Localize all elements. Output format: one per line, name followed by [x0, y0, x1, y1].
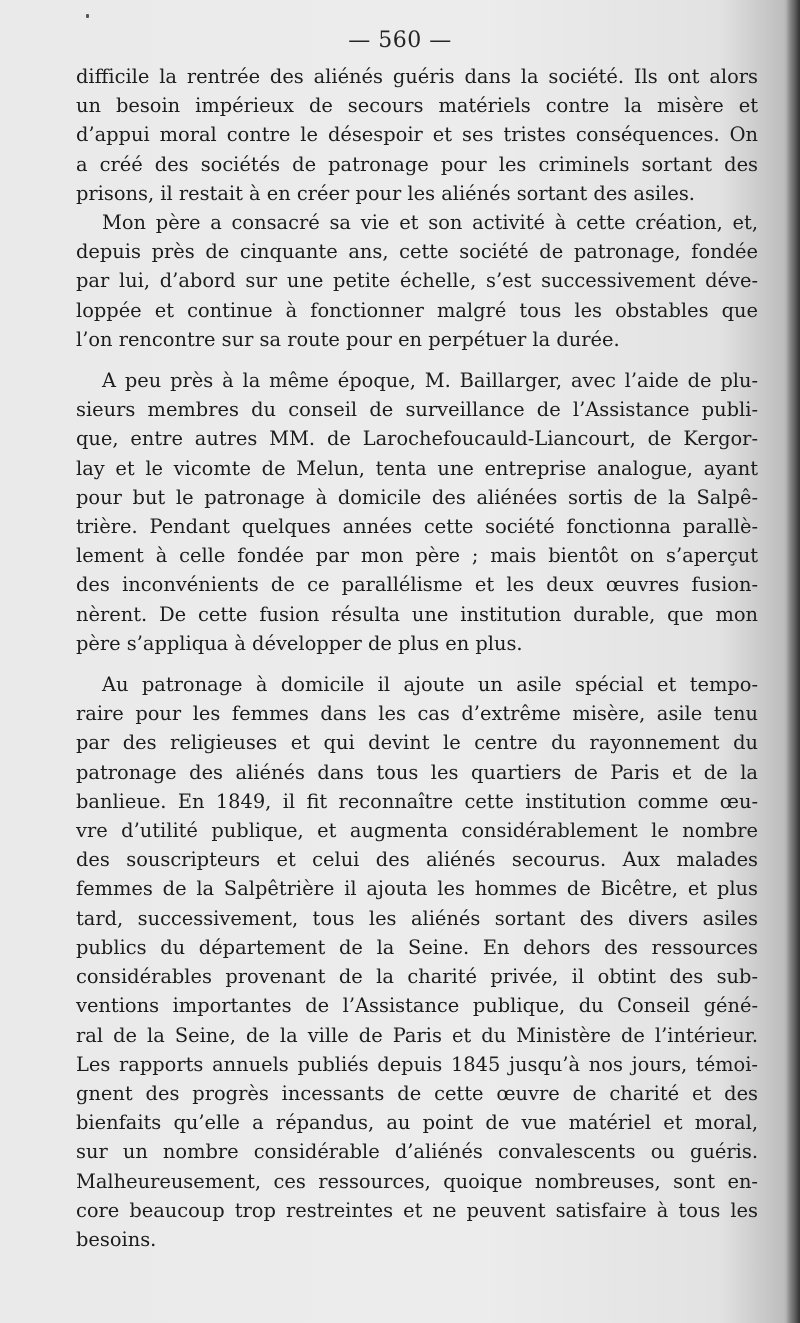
- text-line: patronage des aliénés dans tous les quartiers de Paris et de la: [76, 760, 758, 784]
- text-line: tard, successivement, tous les aliénés sortant des divers asiles: [76, 906, 758, 930]
- text-line: considérables provenant de la charité privée, il obtint des sub-: [76, 965, 758, 989]
- text-line: femmes de la Salpêtrière il ajouta les hommes de Bicêtre, et plus: [76, 877, 758, 901]
- text-line: sur un nombre considérable d’aliénés convalescents ou guéris.: [76, 1140, 758, 1164]
- text-line: depuis près de cinquante ans, cette société de patronage, fondée: [76, 240, 758, 264]
- text-line: père s’appliqua à développer de plus en plus.: [76, 631, 523, 655]
- text-line: a créé des sociétés de patronage pour les criminels sortant des: [76, 152, 758, 176]
- paragraph-2: [76, 208, 758, 354]
- text-line: nèrent. De cette fusion résulta une institution durable, que mon: [76, 602, 758, 626]
- text-line: l’on rencontre sur sa route pour en perpétuer la durée.: [76, 327, 620, 351]
- paragraph-1: [76, 62, 758, 208]
- text-line: Les rapports annuels publiés depuis 1845 jusqu’à nos jours, témoi-: [76, 1052, 758, 1076]
- text-line: par des religieuses et qui devint le centre du rayonnement du: [76, 731, 758, 755]
- text-line: Mon père a consacré sa vie et son activité à cette création, et,: [102, 211, 758, 235]
- text-line: A peu près à la même époque, M. Baillarger, avec l’aide de plu-: [102, 369, 758, 393]
- text-line: prisons, il restait à en créer pour les aliénés sortant des asiles.: [76, 181, 695, 205]
- text-line: un besoin impérieux de secours matériels contre la misère et: [76, 94, 758, 118]
- text-line: des inconvénients de ce parallélisme et les deux œuvres fusion-: [76, 573, 758, 597]
- text-line: loppée et continue à fonctionner malgré tous les obstables que: [76, 298, 758, 322]
- body-text: [76, 62, 758, 1254]
- text-line: vre d’utilité publique, et augmenta considérablement le nombre: [76, 819, 758, 843]
- text-line: sieurs membres du conseil de surveillance de l’Assistance publi-: [76, 398, 758, 422]
- text-line: lay et le vicomte de Melun, tenta une entreprise analogue, ayant: [76, 456, 758, 480]
- text-line: Au patronage à domicile il ajoute un asile spécial et tempo-: [102, 673, 758, 697]
- text-line: bienfaits qu’elle a répandus, au point de vue matériel et moral,: [76, 1111, 758, 1135]
- text-line: publics du département de la Seine. En dehors des ressources: [76, 935, 758, 959]
- text-line: core beaucoup trop restreintes et ne peuvent satisfaire à tous les: [76, 1198, 758, 1222]
- text-line: pour but le patronage à domicile des aliénées sortis de la Salpê-: [76, 485, 758, 509]
- text-line: des souscripteurs et celui des aliénés secourus. Aux malades: [76, 848, 758, 872]
- text-line: ventions importantes de l’Assistance publique, du Conseil géné-: [76, 994, 758, 1018]
- page-number: — 560 —: [348, 28, 452, 53]
- text-line: Malheureusement, ces ressources, quoique nombreuses, sont en-: [76, 1169, 758, 1193]
- text-line: que, entre autres MM. de Larochefoucauld-Liancourt, de Kergor-: [76, 427, 758, 451]
- text-line: d’appui moral contre le désespoir et ses tristes conséquences. On: [76, 123, 758, 147]
- text-line: lement à celle fondée par mon père ; mais bientôt on s’aperçut: [76, 544, 758, 568]
- speck-mark: [86, 14, 89, 18]
- paragraph-3: [76, 366, 758, 658]
- text-line: trière. Pendant quelques années cette société fonctionna parallè-: [76, 515, 758, 539]
- text-line: raire pour les femmes dans les cas d’extrême misère, asile tenu: [76, 702, 758, 726]
- text-line: par lui, d’abord sur une petite échelle, s’est successivement déve-: [76, 269, 758, 293]
- text-line: difficile la rentrée des aliénés guéris dans la société. Ils ont alors: [76, 65, 758, 88]
- text-line: gnent des progrès incessants de cette œuvre de charité et des: [76, 1081, 758, 1105]
- paragraph-4: [76, 670, 758, 1254]
- text-line: banlieue. En 1849, il fit reconnaître cette institution comme œu-: [76, 789, 758, 813]
- book-spine-shadow: [786, 0, 800, 1323]
- text-line: besoins.: [76, 1227, 157, 1251]
- text-line: ral de la Seine, de la ville de Paris et du Ministère de l’intérieur.: [76, 1023, 758, 1047]
